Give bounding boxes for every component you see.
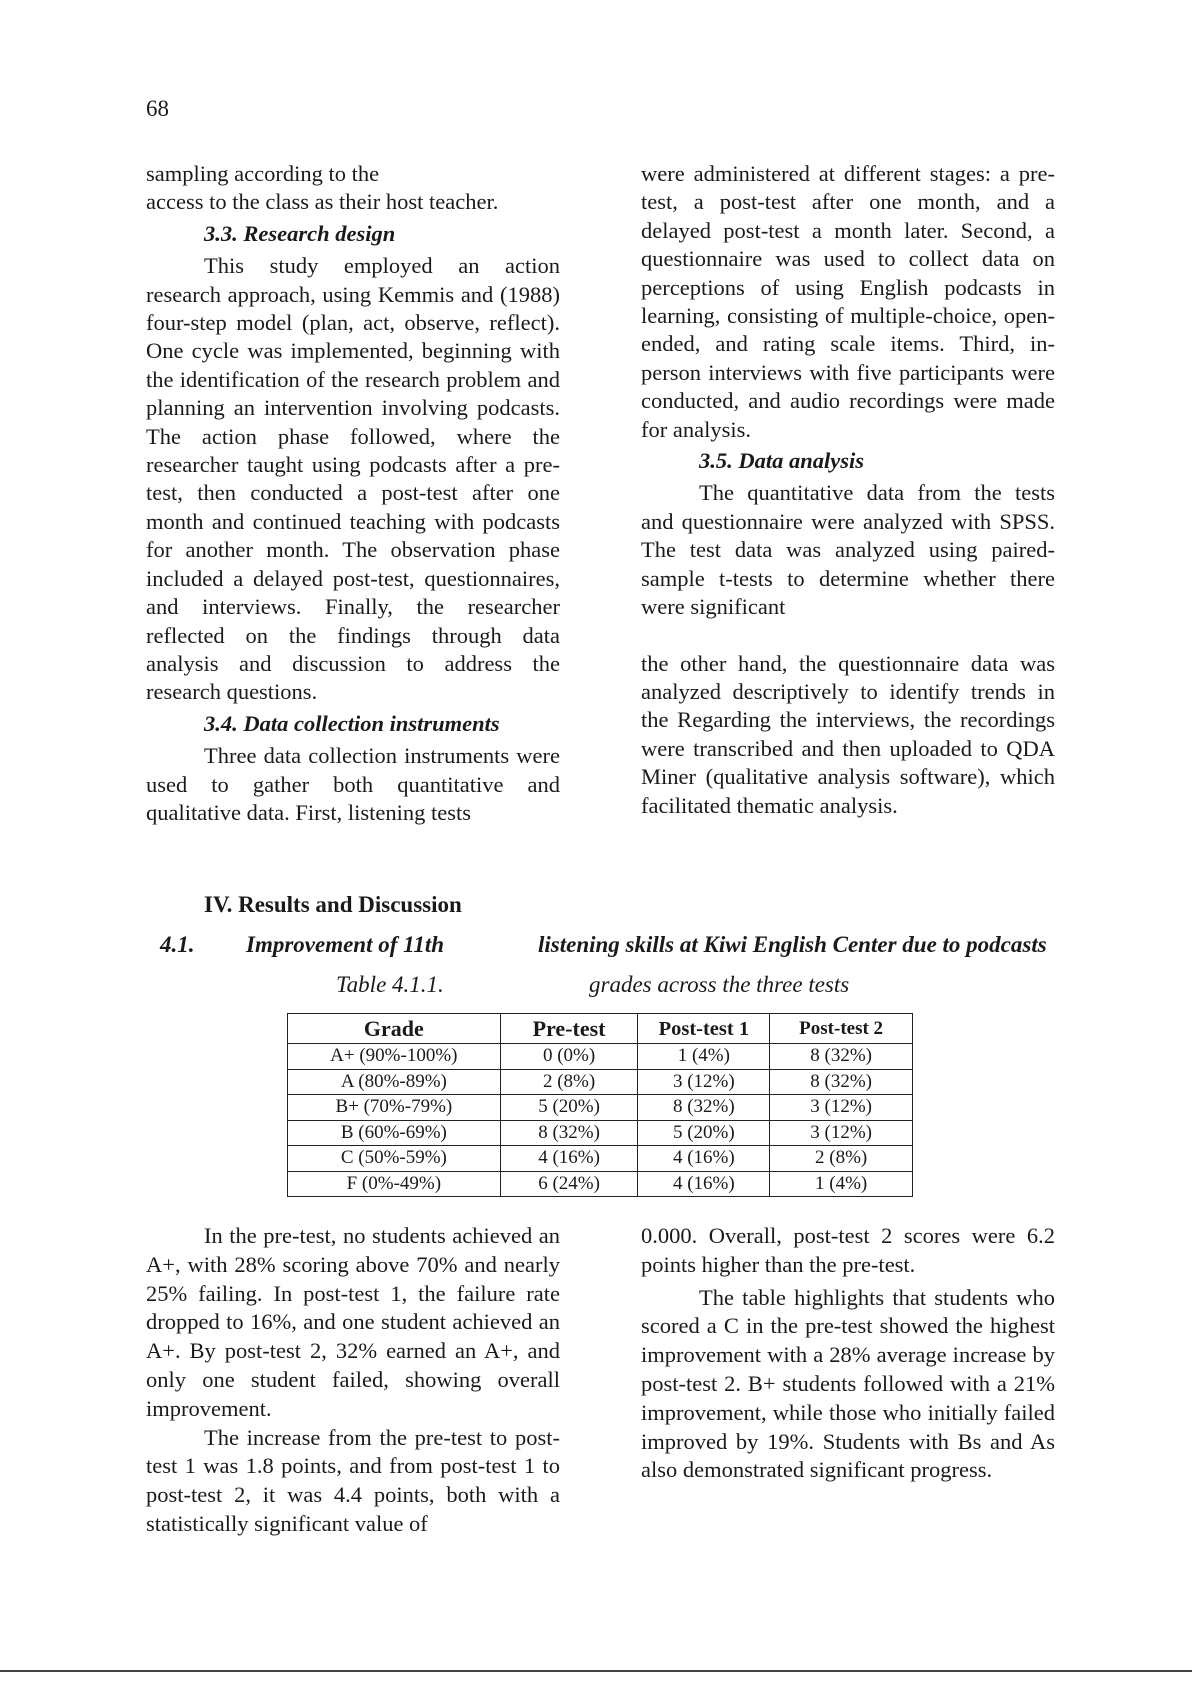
cell-pre-test: 4 (16%) (500, 1146, 638, 1172)
cell-grade: B+ (70%-79%) (288, 1095, 501, 1121)
subsection-title-part-b: listening skills at Kiwi English Center due to podcasts (538, 932, 1047, 957)
table-header-row (288, 1014, 913, 1044)
table-row (288, 1069, 913, 1095)
cell-post-test-1: 4 (16%) (638, 1171, 770, 1197)
cell-grade: A+ (90%-100%) (288, 1044, 501, 1070)
paragraph-pre-test-results: In the pre-test, no students achieved an A+, with 28% scoring above 70% and nearly 25% failing. In post-test 1, the failure rate dropped to 16%, and one student achieved an A+. By post-test 2, 32% earned an A+, and only one student failed, showing overall improvement. (146, 1223, 560, 1421)
table-row (288, 1171, 913, 1197)
header-pre-test: Pre-test (500, 1014, 638, 1044)
page-bottom-rule (0, 1670, 1192, 1672)
table-row (288, 1120, 913, 1146)
page-number: 68 (146, 96, 169, 121)
cell-grade: B (60%-69%) (288, 1120, 501, 1146)
header-post-test-2: Post-test 2 (770, 1014, 913, 1044)
cell-post-test-2: 2 (8%) (770, 1146, 913, 1172)
cell-pre-test: 2 (8%) (500, 1069, 638, 1095)
cell-post-test-1: 3 (12%) (638, 1069, 770, 1095)
cell-post-test-1: 8 (32%) (638, 1095, 770, 1121)
heading-data-analysis: 3.5. Data analysis (699, 448, 865, 474)
cell-grade: A (80%-89%) (288, 1069, 501, 1095)
bottom-right-column (641, 1222, 1055, 1485)
paragraph-data-collection: Three data collection instruments were used to gather both quantitative and qualitative data. First, listening tests (146, 743, 560, 825)
cell-post-test-2: 1 (4%) (770, 1171, 913, 1197)
cell-pre-test: 8 (32%) (500, 1120, 638, 1146)
paragraph-questionnaire-analysis: the other hand, the questionnaire data was analyzed descriptively to identify trends in the Regarding the interviews, the recordings were transcribed and then uploaded to QDA Miner (qualitative analysis software), which facilitated thematic analysis. (641, 650, 1055, 818)
cell-grade: F (0%-49%) (288, 1171, 501, 1197)
bottom-left-column (146, 1222, 560, 1539)
cell-post-test-1: 5 (20%) (638, 1120, 770, 1146)
table-row (288, 1146, 913, 1172)
paragraph-score-increase: The increase from the pre-test to post-test 1 was 1.8 points, and from post-test 1 to post-test 2, it was 4.4 points, both with a statistically significant value of (146, 1424, 560, 1536)
heading-data-collection: 3.4. Data collection instruments (204, 710, 500, 736)
grades-table (287, 1013, 913, 1197)
table-caption-label: Table 4.1.1. (336, 972, 444, 997)
cell-post-test-2: 8 (32%) (770, 1069, 913, 1095)
paragraph-overall-scores: 0.000. Overall, post-test 2 scores were 6.2 points higher than the pre-test. (641, 1223, 1055, 1277)
cell-post-test-2: 3 (12%) (770, 1120, 913, 1146)
cell-pre-test: 6 (24%) (500, 1171, 638, 1197)
table-caption-text: grades across the three tests (589, 972, 850, 997)
cell-grade: C (50%-59%) (288, 1146, 501, 1172)
cell-post-test-1: 1 (4%) (638, 1044, 770, 1070)
cell-post-test-2: 8 (32%) (770, 1044, 913, 1070)
table-row (288, 1044, 913, 1070)
section-heading-results: IV. Results and Discussion (204, 892, 462, 917)
cell-post-test-2: 3 (12%) (770, 1095, 913, 1121)
header-post-test-1: Post-test 1 (638, 1014, 770, 1044)
paragraph-research-design: This study employed an action research approach, using Kemmis and (1988) four-step model (plan, act, observe, reflect). One cycle was implemented, beginning with the identification of the research problem and planning an intervention involving podcasts. The action phase followed, where the researcher taught using podcasts after a pre-test, then conducted a post-test after one month and continued teaching with podcasts for another month. The observation phase included a delayed post-test, questionnaires, and interviews. Finally, the researcher reflected on the findings through data analysis and discussion to address the research questions. (146, 253, 560, 705)
paragraph-sampling-line1: sampling according to the (146, 161, 380, 186)
table-row (288, 1095, 913, 1121)
paragraph-instruments: were administered at different stages: a pre-test, a post-test after one month, and a delayed post-test a month later. Second, a questionnaire was used to collect data on perceptions of using English podcasts in learning, consisting of multiple-choice, open-ended, and rating scale items. Third, in-person interviews with five participants were conducted, and audio recordings were made for analysis. (641, 161, 1055, 442)
paragraph-table-highlights: The table highlights that students who scored a C in the pre-test showed the highest improvement with a 28% average increase by post-test 2. B+ students followed with a 21% improvement, while those who initially failed improved by 19%. Students with Bs and As also demonstrated significant progress. (641, 1284, 1055, 1483)
left-column (146, 160, 560, 827)
text-gap (641, 622, 1055, 650)
header-grade: Grade (288, 1014, 501, 1044)
cell-pre-test: 0 (0%) (500, 1044, 638, 1070)
cell-pre-test: 5 (20%) (500, 1095, 638, 1121)
heading-research-design: 3.3. Research design (204, 220, 396, 246)
subsection-title-part-a: Improvement of 11th (246, 932, 445, 957)
right-column (641, 160, 1055, 820)
cell-post-test-1: 4 (16%) (638, 1146, 770, 1172)
paragraph-data-analysis: The quantitative data from the tests and questionnaire were analyzed with SPSS. The test data was analyzed using paired-sample t-tests to determine whether there were significant (641, 480, 1055, 620)
paragraph-sampling-line2: access to the class as their host teacher. (146, 189, 499, 215)
subsection-number: 4.1. (160, 932, 195, 957)
